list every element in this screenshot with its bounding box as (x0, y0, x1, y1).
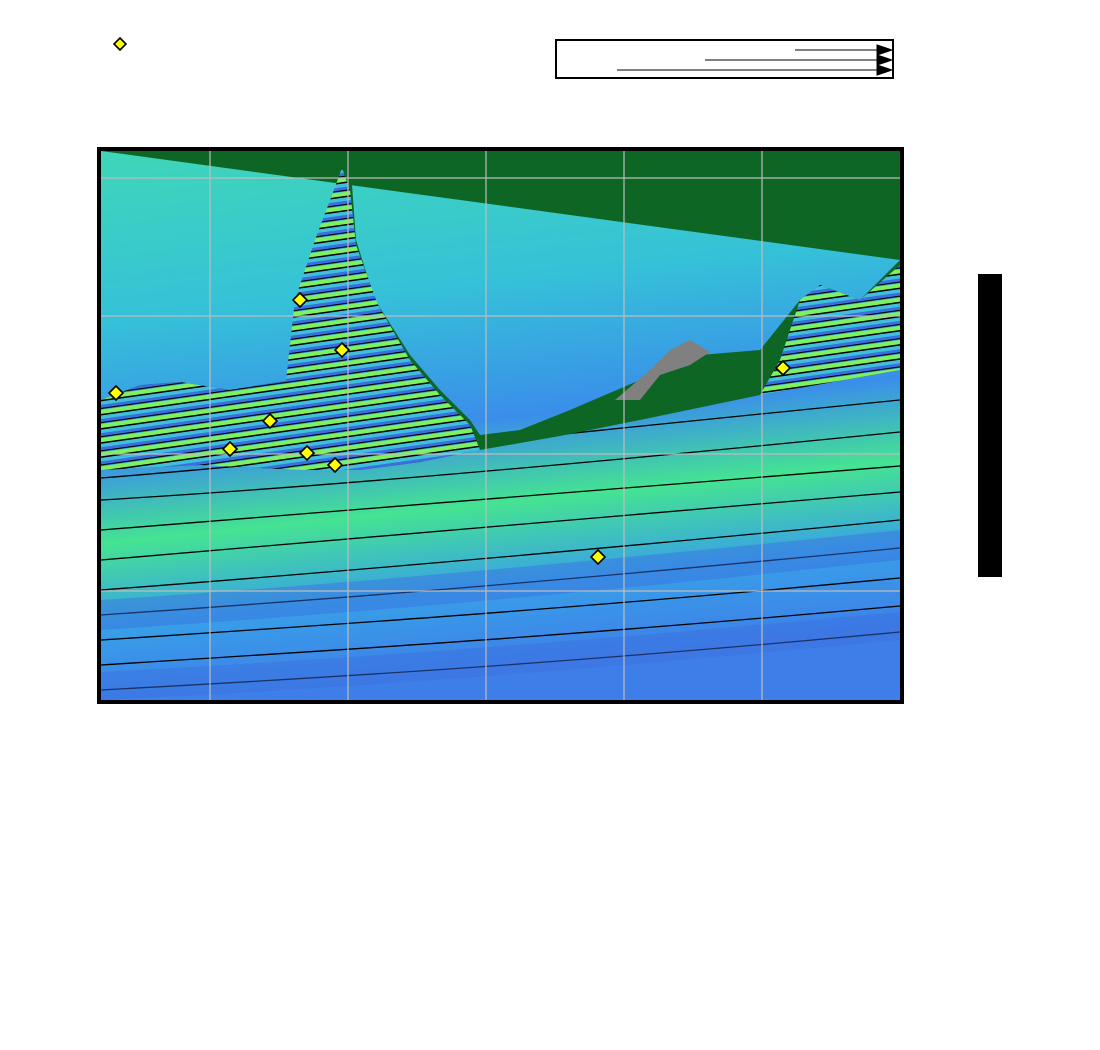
colorbar (978, 274, 1002, 577)
